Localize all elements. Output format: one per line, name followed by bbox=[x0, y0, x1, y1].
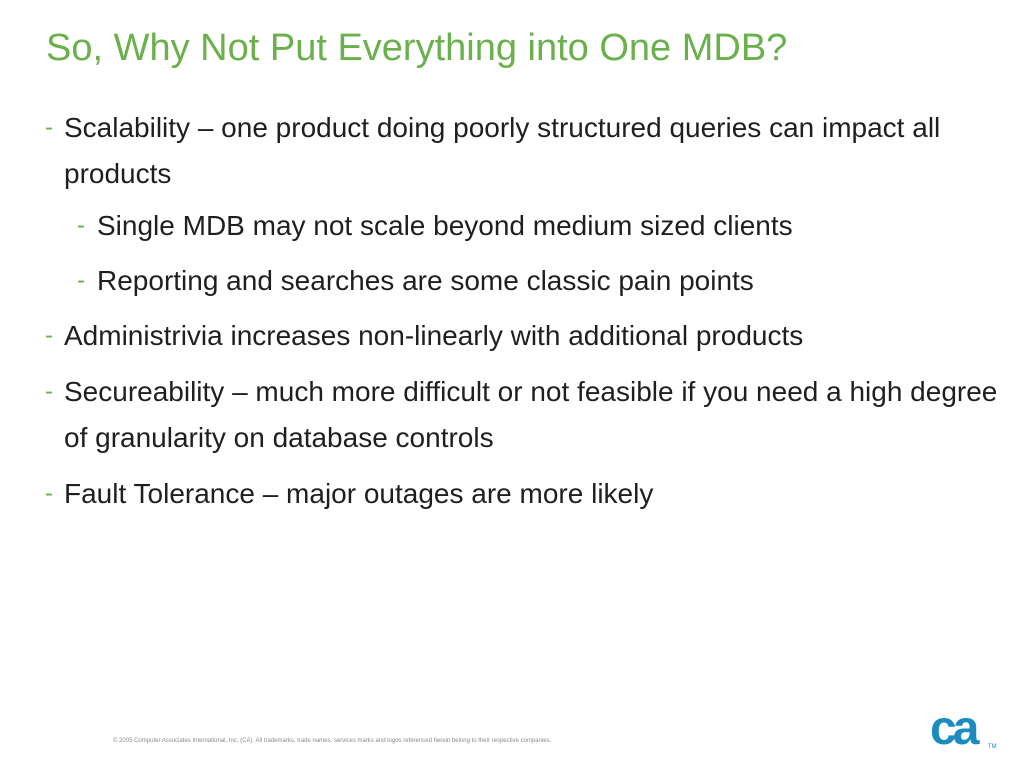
bullet-item bbox=[45, 369, 1004, 461]
bullet-text: Administrivia increases non-linearly with additional products bbox=[64, 320, 804, 351]
bullet-text: Single MDB may not scale beyond medium sized clients bbox=[97, 210, 793, 241]
bullet-text: Fault Tolerance – major outages are more likely bbox=[64, 478, 654, 509]
bullet-text: Secureability – much more difficult or not feasible if you need a high degree of granularity on database controls bbox=[64, 376, 998, 453]
copyright-footer: © 2005 Computer Associates International, Inc. (CA). All trademarks, trade names, services marks and logos referenced herein belong to their respective companies. bbox=[113, 738, 552, 744]
bullet-item bbox=[45, 105, 1004, 197]
bullet-item bbox=[45, 471, 1004, 517]
sub-bullet-item bbox=[77, 258, 997, 304]
logo-trademark: TM bbox=[988, 744, 997, 750]
logo-text: ca bbox=[930, 708, 976, 750]
bullet-dash: - bbox=[77, 267, 85, 294]
bullet-text: Scalability – one product doing poorly structured queries can impact all products bbox=[64, 112, 941, 189]
bullet-dash: - bbox=[45, 378, 53, 405]
bullet-dash: - bbox=[45, 322, 53, 349]
bullet-dash: - bbox=[45, 480, 53, 507]
bullet-dash: - bbox=[45, 114, 53, 141]
bullet-dash: - bbox=[77, 212, 85, 239]
sub-bullet-item bbox=[77, 203, 997, 249]
bullet-item bbox=[45, 313, 1004, 359]
ca-logo bbox=[930, 708, 1000, 750]
slide-title: So, Why Not Put Everything into One MDB? bbox=[46, 27, 788, 69]
bullet-text: Reporting and searches are some classic pain points bbox=[97, 265, 754, 296]
